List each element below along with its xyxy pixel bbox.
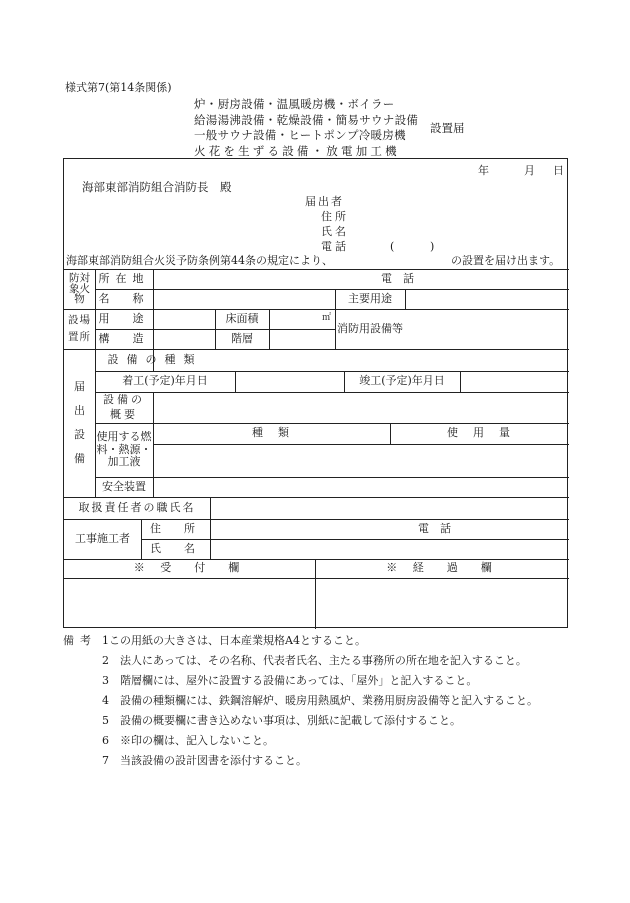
fire-equipment-label: 消防用設備等 <box>337 321 403 335</box>
note-item: 7 当該設備の設計図書を添付すること。 <box>102 754 307 767</box>
fuel-label <box>95 423 153 477</box>
note-item: 1この用紙の大きさは、日本産業規格A4とすること。 <box>102 634 366 647</box>
main-use-label: 主要用途 <box>348 291 392 305</box>
fuel-kind-header: 種 類 <box>252 426 291 440</box>
applicant-name-field[interactable]: 氏名 <box>321 225 349 238</box>
safety-device-label: 安全装置 <box>102 479 146 493</box>
target-building-section-label <box>64 269 95 309</box>
start-date-label: 着工(予定)年月日 <box>122 374 208 388</box>
target-building-section-text: 防対象火物 <box>69 272 90 306</box>
use-label: 用 途 <box>98 311 150 325</box>
form-title-line-1: 炉・厨房設備・温風暖房機・ボイラー <box>194 97 395 111</box>
fuel-usage-header: 使 用 量 <box>447 426 512 440</box>
safety-device-field[interactable] <box>153 477 569 497</box>
phone-paren-close: ) <box>430 240 435 253</box>
overview-label-text: 設備の概要 <box>103 393 145 421</box>
contractor-name-field[interactable] <box>210 539 569 559</box>
note-item: 4 設備の種類欄には、鉄鋼溶解炉、暖房用熱風炉、業務用厨房設備等と記入すること。 <box>102 694 538 707</box>
applicant-address-field[interactable]: 住所 <box>321 210 349 223</box>
date-day-field[interactable]: 日 <box>553 164 564 177</box>
target-phone-label: 電 話 <box>381 271 414 285</box>
form-title-suffix: 設置届 <box>430 121 465 135</box>
fuel-label-text: 使用する燃料・熱源・加工液 <box>96 430 152 469</box>
date-month-field[interactable]: 月 <box>524 164 535 177</box>
use-field[interactable] <box>153 309 215 329</box>
statement-suffix: の設置を届け出ます。 <box>451 254 561 267</box>
equipment-section-text: 届出設備 <box>74 379 85 466</box>
reception-header: ※ 受 付 欄 <box>133 561 246 575</box>
form-frame <box>63 158 568 628</box>
applicant-label: 届出者 <box>305 195 344 208</box>
floor-label: 階層 <box>231 331 253 345</box>
form-number-label: 様式第7(第14条関係) <box>65 81 172 94</box>
contractor-address-label: 住 所 <box>150 521 201 535</box>
applicant-phone-field[interactable]: 電話 <box>321 240 349 253</box>
progress-box <box>315 578 569 628</box>
manager-label: 取扱責任者の職氏名 <box>78 500 196 514</box>
finish-date-label: 竣工(予定)年月日 <box>359 374 445 388</box>
contractor-label: 工事施工者 <box>75 531 130 545</box>
site-section-text: 設場置所 <box>68 314 91 343</box>
floor-area-unit: ㎡ <box>321 313 331 324</box>
form-title-line-3: 一般サウナ設備・ヒートポンプ冷暖房機 <box>194 128 406 142</box>
structure-label: 構 造 <box>98 331 150 345</box>
fire-equipment-field[interactable] <box>405 309 569 349</box>
floor-field[interactable] <box>269 329 335 349</box>
form-title-line-2: 給湯湯沸設備・乾燥設備・簡易サウナ設備 <box>194 113 419 127</box>
progress-header: ※ 経 過 欄 <box>386 561 498 575</box>
note-item: 2 法人にあっては、その名称、代表者氏名、主たる事務所の所在地を記入すること。 <box>102 654 527 667</box>
contractor-address-field[interactable] <box>210 519 569 539</box>
floor-area-field[interactable] <box>269 309 335 329</box>
statement-prefix: 海部東部消防組合火災予防条例第44条の規定により、 <box>66 254 333 267</box>
name-field[interactable] <box>153 289 335 309</box>
phone-paren-open: ( <box>390 240 395 253</box>
contractor-phone-label: 電 話 <box>418 521 451 535</box>
recipient-line: 海部東部消防組合消防長 殿 <box>82 180 232 194</box>
main-use-field[interactable] <box>405 289 569 309</box>
note-item: 5 設備の概要欄に書き込めない事項は、別紙に記載して添付すること。 <box>102 714 461 727</box>
equipment-type-label: 設備の種類 <box>107 352 203 366</box>
note-item: 6 ※印の欄は、記入しないこと。 <box>102 734 274 747</box>
contractor-name-label: 氏 名 <box>150 541 201 555</box>
site-section-label <box>64 309 95 349</box>
form-title-line-4: 火花を生ずる設備・放電加工機 <box>194 144 400 158</box>
location-label: 所在地 <box>98 271 150 285</box>
notes-heading: 備考 <box>63 634 97 647</box>
form-grid <box>64 159 569 629</box>
finish-date-field[interactable] <box>460 371 569 392</box>
equipment-type-field[interactable] <box>215 349 569 371</box>
fuel-detail-field[interactable] <box>153 444 569 477</box>
start-date-field[interactable] <box>235 371 344 392</box>
floor-area-label: 床面積 <box>225 311 259 325</box>
overview-field[interactable] <box>153 392 569 423</box>
overview-label <box>95 392 153 423</box>
name-label: 名 称 <box>98 291 150 305</box>
reception-box <box>64 578 315 628</box>
manager-field[interactable] <box>210 497 569 519</box>
date-year-field[interactable]: 年 <box>478 164 489 177</box>
note-item: 3 階層欄には、屋外に設置する設備にあっては、「屋外」と記入すること。 <box>102 674 478 687</box>
location-field[interactable] <box>153 269 569 289</box>
structure-field[interactable] <box>153 329 215 349</box>
equipment-section-label <box>64 349 95 497</box>
